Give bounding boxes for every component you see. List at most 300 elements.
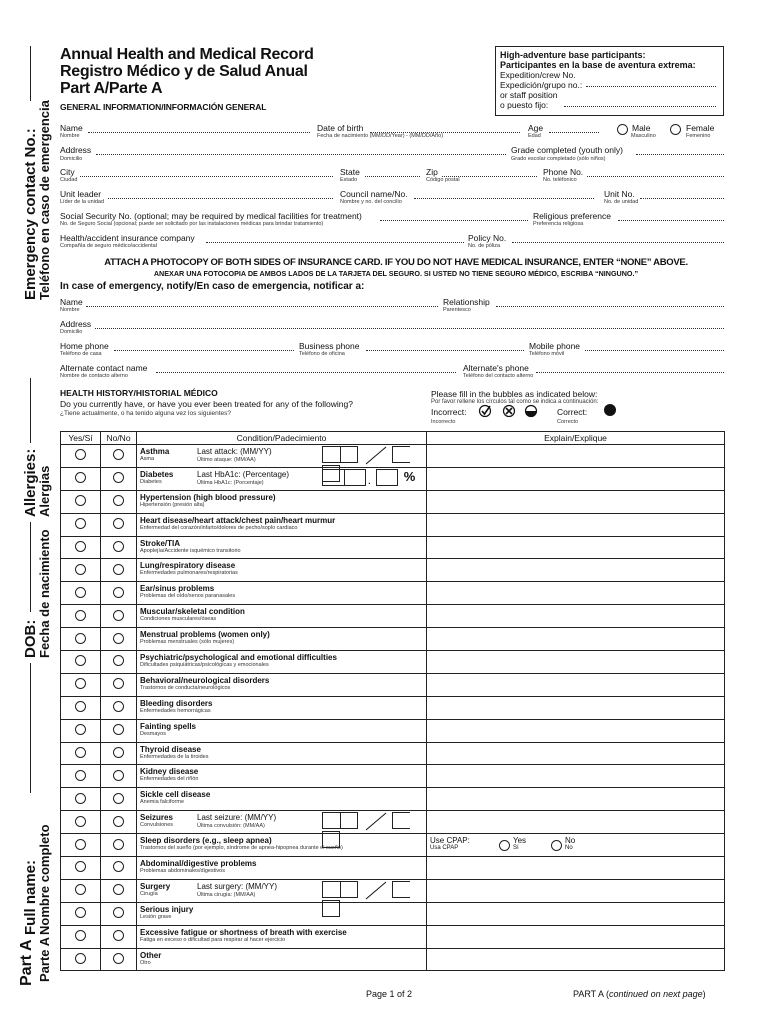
alt-phone-label-es: Teléfono del contacto alterno bbox=[463, 373, 534, 379]
relationship-label-es: Parentesco bbox=[443, 307, 471, 313]
policy-label: Policy No. bbox=[468, 233, 507, 243]
conditions-body bbox=[61, 445, 725, 971]
cpap-no-radio[interactable] bbox=[551, 840, 562, 851]
emergency-label-es: Teléfono en caso de emergencia bbox=[37, 100, 52, 300]
religious-label-es: Preferencia religiosa bbox=[533, 221, 584, 227]
hab-staff-field[interactable] bbox=[564, 105, 716, 107]
condition-cell bbox=[137, 582, 427, 605]
unit-label-es: No. de unidad bbox=[604, 199, 639, 205]
explain-cell[interactable] bbox=[427, 788, 725, 811]
incorrect-label-es: Incorrecto bbox=[431, 419, 456, 425]
alt-phone-label: Alternate's phone bbox=[463, 363, 529, 373]
home-phone-label-es: Teléfono de casa bbox=[60, 351, 102, 357]
policy-field[interactable] bbox=[512, 241, 724, 243]
condition-label-es: Diabetes bbox=[140, 478, 162, 485]
cpap-label-es: Usa CPAP bbox=[430, 845, 459, 852]
no-cell bbox=[101, 857, 137, 880]
no-radio[interactable] bbox=[113, 793, 124, 804]
no-cell bbox=[101, 559, 137, 582]
explain-cell[interactable] bbox=[427, 605, 725, 628]
alt-contact-field[interactable] bbox=[156, 371, 456, 373]
yes-radio[interactable] bbox=[75, 701, 86, 712]
table-row bbox=[61, 719, 725, 742]
age-field[interactable] bbox=[549, 131, 599, 133]
condition-label-es: Otro bbox=[140, 959, 151, 966]
home-phone-field[interactable] bbox=[114, 349, 294, 351]
no-cell bbox=[101, 902, 137, 925]
date-entry-box[interactable] bbox=[322, 812, 425, 831]
name-field[interactable] bbox=[88, 131, 310, 133]
condition-cell bbox=[137, 696, 427, 719]
yes-radio[interactable] bbox=[75, 793, 86, 804]
city-label-es: Ciudad bbox=[60, 177, 78, 183]
side-line-fullname bbox=[30, 663, 31, 793]
explain-cell[interactable] bbox=[427, 902, 725, 925]
table-row bbox=[61, 765, 725, 788]
leader-field[interactable] bbox=[108, 197, 333, 199]
yes-radio[interactable] bbox=[75, 747, 86, 758]
state-label: State bbox=[340, 167, 360, 177]
relationship-label: Relationship bbox=[443, 297, 490, 307]
yes-cell bbox=[61, 742, 101, 765]
condition-label: Psychiatric/psychological and emotional difficulties bbox=[140, 653, 337, 663]
col-no: No/No bbox=[101, 432, 137, 445]
condition-label: Other bbox=[140, 950, 162, 960]
condition-cell bbox=[137, 948, 427, 971]
slash-icon bbox=[360, 812, 390, 831]
no-cell bbox=[101, 605, 137, 628]
condition-label-es: Enfermedades hemorrágicas bbox=[140, 707, 211, 714]
male-label-es: Masculino bbox=[631, 133, 656, 139]
table-row bbox=[61, 857, 725, 880]
table-row bbox=[61, 902, 725, 925]
no-radio[interactable] bbox=[113, 861, 124, 872]
allergies-side-label-es bbox=[36, 466, 54, 517]
yes-cell bbox=[61, 628, 101, 651]
em-address-label-es: Domicilio bbox=[60, 329, 83, 335]
phone-field[interactable] bbox=[587, 175, 724, 177]
table-row bbox=[61, 651, 725, 674]
condition-cell bbox=[137, 925, 427, 948]
yes-radio[interactable] bbox=[75, 724, 86, 735]
alt-contact-label-es: Nombre de contacto alterno bbox=[60, 373, 128, 379]
slash-icon bbox=[360, 446, 390, 465]
condition-cell bbox=[137, 719, 427, 742]
explain-cell[interactable] bbox=[427, 628, 725, 651]
correct-label-es: Correcto bbox=[557, 419, 579, 425]
condition-label: Lung/respiratory disease bbox=[140, 561, 236, 571]
unit-field[interactable] bbox=[640, 197, 724, 199]
hab-crew-field[interactable] bbox=[586, 85, 716, 87]
condition-extra-label: Last surgery: (MM/YY) bbox=[197, 881, 278, 891]
no-radio[interactable] bbox=[113, 633, 124, 644]
insurance-field[interactable] bbox=[206, 241, 464, 243]
condition-label: Thyroid disease bbox=[140, 744, 201, 754]
condition-label-es: Trastornos de conducta/neurológicos bbox=[140, 684, 231, 691]
explain-cell[interactable] bbox=[427, 879, 725, 902]
em-name-label: Name bbox=[60, 297, 83, 307]
condition-label-es: Lesión grave bbox=[140, 913, 172, 920]
no-radio[interactable] bbox=[113, 518, 124, 529]
no-cell bbox=[101, 742, 137, 765]
condition-label: Sickle cell disease bbox=[140, 790, 211, 800]
condition-extra-label-es: Última cirugía: (MM/AA) bbox=[197, 891, 256, 898]
yes-radio[interactable] bbox=[75, 449, 86, 460]
explain-cell[interactable] bbox=[427, 490, 725, 513]
condition-label: Excessive fatigue or shortness of breath with exercise bbox=[140, 927, 347, 937]
no-radio[interactable] bbox=[113, 884, 124, 895]
no-radio[interactable] bbox=[113, 655, 124, 666]
yes-cell bbox=[61, 719, 101, 742]
title-part: Part A/Parte A bbox=[60, 80, 163, 97]
title-en: Annual Health and Medical Record bbox=[60, 46, 314, 63]
alt-phone-field[interactable] bbox=[536, 371, 724, 373]
dob-label-en: DOB: bbox=[22, 619, 39, 658]
yes-radio[interactable] bbox=[75, 610, 86, 621]
part-continued bbox=[573, 989, 706, 999]
age-label-es: Edad bbox=[528, 133, 541, 139]
relationship-field[interactable] bbox=[496, 305, 724, 307]
dob-label-es: Fecha de nacimiento bbox=[37, 529, 52, 658]
yes-radio[interactable] bbox=[75, 633, 86, 644]
condition-label: Fainting spells bbox=[140, 721, 197, 731]
condition-label-es: Problemas abdominales/digestivos bbox=[140, 868, 225, 875]
slash-icon bbox=[360, 881, 390, 900]
explain-cell[interactable] bbox=[427, 582, 725, 605]
explain-cell[interactable] bbox=[427, 696, 725, 719]
condition-label: Behavioral/neurological disorders bbox=[140, 675, 270, 685]
side-line-dob bbox=[30, 522, 31, 612]
explain-cell[interactable] bbox=[427, 765, 725, 788]
city-field[interactable] bbox=[80, 175, 333, 177]
fill-instructions: Please fill in the bubbles as indicated below: bbox=[431, 389, 598, 399]
condition-extra-label-es: Última convulsión: (MM/AA) bbox=[197, 823, 265, 830]
explain-cell[interactable] bbox=[427, 948, 725, 971]
condition-label: Serious injury bbox=[140, 904, 194, 914]
history-heading: HEALTH HISTORY/HISTORIAL MÉDICO bbox=[60, 388, 218, 398]
zip-label: Zip bbox=[426, 167, 438, 177]
cpap-yes-label-es: Sí bbox=[513, 845, 519, 852]
no-radio[interactable] bbox=[113, 587, 124, 598]
yes-radio[interactable] bbox=[75, 564, 86, 575]
yes-cell bbox=[61, 948, 101, 971]
no-radio[interactable] bbox=[113, 564, 124, 575]
date-entry-box[interactable] bbox=[322, 446, 425, 465]
no-cell bbox=[101, 582, 137, 605]
explain-cell[interactable] bbox=[427, 925, 725, 948]
condition-cell bbox=[137, 628, 427, 651]
condition-label-es: Apoplejía/Accidente isquémico transitorio bbox=[140, 547, 241, 554]
explain-cell[interactable] bbox=[427, 445, 725, 468]
table-row bbox=[61, 490, 725, 513]
yes-radio[interactable] bbox=[75, 495, 86, 506]
address-label: Address bbox=[60, 145, 92, 155]
condition-label-es: Enfermedades del riñón bbox=[140, 776, 199, 783]
condition-label-es: Anemia falciforme bbox=[140, 799, 185, 806]
council-label-es: Nombre y no. del concilio bbox=[340, 199, 402, 205]
no-radio[interactable] bbox=[113, 610, 124, 621]
condition-cell bbox=[137, 559, 427, 582]
hab-staff-label-es: o puesto fijo: bbox=[500, 100, 549, 110]
no-radio[interactable] bbox=[113, 678, 124, 689]
condition-label-es: Condiciones musculares/óseas bbox=[140, 616, 217, 623]
no-radio[interactable] bbox=[113, 724, 124, 735]
yes-radio[interactable] bbox=[75, 541, 86, 552]
yes-radio[interactable] bbox=[75, 678, 86, 689]
yes-radio[interactable] bbox=[75, 655, 86, 666]
decimal-point: . bbox=[368, 476, 371, 486]
condition-cell bbox=[137, 651, 427, 674]
explain-cell[interactable] bbox=[427, 834, 725, 857]
no-cell bbox=[101, 536, 137, 559]
condition-cell bbox=[137, 673, 427, 696]
explain-cell[interactable] bbox=[427, 742, 725, 765]
unit-label: Unit No. bbox=[604, 189, 635, 199]
table-row bbox=[61, 879, 725, 902]
no-cell bbox=[101, 490, 137, 513]
no-cell bbox=[101, 788, 137, 811]
condition-extra-label: Last HbA1c: (Percentage) bbox=[197, 469, 290, 479]
no-radio[interactable] bbox=[113, 953, 124, 964]
surgery-date-box[interactable] bbox=[322, 881, 425, 900]
condition-cell bbox=[137, 445, 427, 468]
condition-cell bbox=[137, 788, 427, 811]
yes-cell bbox=[61, 536, 101, 559]
insurance-label: Health/accident insurance company bbox=[60, 233, 195, 243]
no-cell bbox=[101, 467, 137, 490]
religious-label: Religious preference bbox=[533, 211, 611, 221]
no-radio[interactable] bbox=[113, 839, 124, 850]
hba1c-entry-box[interactable] bbox=[322, 469, 432, 488]
no-cell bbox=[101, 628, 137, 651]
council-field[interactable] bbox=[414, 197, 594, 199]
condition-cell bbox=[137, 879, 427, 902]
col-yes: Yes/Sí bbox=[61, 432, 101, 445]
table-row bbox=[61, 834, 725, 857]
yes-cell bbox=[61, 696, 101, 719]
condition-label: Sleep disorders (e.g., sleep apnea) bbox=[140, 836, 272, 846]
emergency-contact-side-label-es bbox=[36, 100, 54, 300]
insurance-notice-es: ANEXAR UNA FOTOCOPIA DE AMBOS LADOS DE LA TARJETA DEL SEGURO. SI USTED NO TIENE SEGURO MÉDICO, ESCRIBA “NINGUNO.” bbox=[153, 269, 639, 278]
condition-label-es: Enfermedad del corazón/infarto/dolores de pecho/soplo cardiaco bbox=[140, 524, 298, 531]
explain-cell[interactable] bbox=[427, 719, 725, 742]
yes-cell bbox=[61, 834, 101, 857]
yes-radio[interactable] bbox=[75, 861, 86, 872]
cpap-yes-label: Yes bbox=[513, 836, 527, 846]
yes-radio[interactable] bbox=[75, 839, 86, 850]
no-radio[interactable] bbox=[113, 930, 124, 941]
no-cell bbox=[101, 879, 137, 902]
no-radio[interactable] bbox=[113, 701, 124, 712]
condition-label: Bleeding disorders bbox=[140, 698, 213, 708]
table-row bbox=[61, 811, 725, 834]
title-es: Registro Médico y de Salud Anual bbox=[60, 63, 308, 80]
part-side-label bbox=[18, 939, 36, 986]
no-radio[interactable] bbox=[113, 747, 124, 758]
explain-cell[interactable] bbox=[427, 857, 725, 880]
dob-field[interactable] bbox=[370, 131, 520, 133]
no-radio[interactable] bbox=[113, 816, 124, 827]
condition-label: Seizures bbox=[140, 813, 173, 823]
yes-radio[interactable] bbox=[75, 770, 86, 781]
business-phone-label-es: Teléfono de oficina bbox=[299, 351, 345, 357]
explain-cell[interactable] bbox=[427, 651, 725, 674]
allergies-label-en: Allergies: bbox=[22, 448, 39, 517]
yes-cell bbox=[61, 490, 101, 513]
no-cell bbox=[101, 765, 137, 788]
table-row bbox=[61, 925, 725, 948]
no-radio[interactable] bbox=[113, 770, 124, 781]
condition-cell bbox=[137, 902, 427, 925]
ssn-field[interactable] bbox=[380, 219, 528, 221]
yes-cell bbox=[61, 651, 101, 674]
grade-field[interactable] bbox=[636, 153, 724, 155]
no-radio[interactable] bbox=[113, 541, 124, 552]
table-row bbox=[61, 536, 725, 559]
hab-heading-en: High-adventure base participants: bbox=[500, 50, 646, 60]
condition-extra-label: Last attack: (MM/YY) bbox=[197, 447, 272, 456]
fullname-label-es: Nombre completo bbox=[37, 824, 52, 935]
no-radio[interactable] bbox=[113, 449, 124, 460]
address-field[interactable] bbox=[96, 153, 506, 155]
no-cell bbox=[101, 673, 137, 696]
condition-cell bbox=[137, 467, 427, 490]
cpap-label: Use CPAP: bbox=[430, 836, 470, 846]
no-cell bbox=[101, 811, 137, 834]
dob-label: Date of birth bbox=[317, 123, 364, 133]
age-label: Age bbox=[528, 123, 544, 133]
yes-cell bbox=[61, 925, 101, 948]
state-field[interactable] bbox=[365, 175, 420, 177]
em-address-field[interactable] bbox=[95, 327, 724, 329]
general-info-heading: GENERAL INFORMATION/INFORMACIÓN GENERAL bbox=[60, 102, 267, 112]
no-cell bbox=[101, 513, 137, 536]
condition-cell bbox=[137, 742, 427, 765]
condition-label: Heart disease/heart attack/chest pain/heart murmur bbox=[140, 515, 336, 525]
table-row bbox=[61, 742, 725, 765]
table-row bbox=[61, 582, 725, 605]
zip-field[interactable] bbox=[442, 175, 537, 177]
yes-radio[interactable] bbox=[75, 930, 86, 941]
ssn-label: Social Security No. (optional; may be required by medical facilities for treatment) bbox=[60, 211, 362, 221]
dob-label-es: Fecha de nacimiento (MM/DD/Year) - (MM/DD/Año) bbox=[317, 133, 444, 139]
cpap-yes-radio[interactable] bbox=[499, 840, 510, 851]
explain-cell[interactable] bbox=[427, 559, 725, 582]
explain-cell[interactable] bbox=[427, 467, 725, 490]
condition-cell bbox=[137, 765, 427, 788]
hab-heading-es: Participantes en la base de aventura extrema: bbox=[500, 60, 696, 70]
male-radio[interactable] bbox=[617, 121, 628, 139]
state-label-es: Estado bbox=[340, 177, 358, 183]
explain-cell[interactable] bbox=[427, 513, 725, 536]
no-cell bbox=[101, 719, 137, 742]
alt-contact-label: Alternate contact name bbox=[60, 363, 148, 373]
history-question: Do you currently have, or have you ever been treated for any of the following? bbox=[60, 399, 353, 409]
side-line-allergies bbox=[30, 378, 31, 443]
yes-cell bbox=[61, 673, 101, 696]
condition-extra-label-es: Último ataque: (MM/AA) bbox=[197, 457, 256, 463]
yes-cell bbox=[61, 605, 101, 628]
col-explain: Explain/Explique bbox=[427, 432, 725, 445]
yes-radio[interactable] bbox=[75, 518, 86, 529]
yes-radio[interactable] bbox=[75, 907, 86, 918]
condition-cell bbox=[137, 857, 427, 880]
mobile-phone-field[interactable] bbox=[585, 349, 724, 351]
cpap-no-label-es: No bbox=[565, 845, 573, 852]
condition-cell bbox=[137, 834, 427, 857]
condition-label-es: Enfermedades pulmonares/respiratorias bbox=[140, 570, 238, 577]
condition-label-es: Fatiga en exceso o dificultad para respirar al hacer ejercicio bbox=[140, 936, 286, 943]
no-cell bbox=[101, 834, 137, 857]
em-address-label: Address bbox=[60, 319, 92, 329]
table-row bbox=[61, 948, 725, 971]
no-radio[interactable] bbox=[113, 495, 124, 506]
yes-cell bbox=[61, 513, 101, 536]
religious-field[interactable] bbox=[618, 219, 724, 221]
table-row bbox=[61, 673, 725, 696]
yes-radio[interactable] bbox=[75, 816, 86, 827]
condition-label: Stroke/TIA bbox=[140, 538, 181, 548]
explain-cell[interactable] bbox=[427, 811, 725, 834]
insurance-notice-en: ATTACH A PHOTOCOPY OF BOTH SIDES OF INSURANCE CARD. IF YOU DO NOT HAVE MEDICAL INSURANCE, ENTER “NONE” ABOVE. bbox=[104, 257, 688, 268]
no-radio[interactable] bbox=[113, 472, 124, 483]
condition-label-es: Problemas menstruales (sólo mujeres) bbox=[140, 639, 235, 646]
address-label-es: Domicilio bbox=[60, 156, 83, 162]
percent-sign: % bbox=[403, 468, 416, 484]
condition-label-es: Desmayos bbox=[140, 730, 166, 737]
condition-label: Asthma bbox=[140, 447, 170, 456]
condition-label-es: Convulsiones bbox=[140, 822, 174, 829]
high-adventure-box bbox=[495, 46, 724, 116]
history-question-es: ¿Tiene actualmente, o ha tenido alguna vez los siguientes? bbox=[60, 410, 232, 417]
allergies-label-es: Alergias bbox=[37, 465, 52, 517]
part-close: ) bbox=[702, 989, 706, 999]
yes-radio[interactable] bbox=[75, 472, 86, 483]
fill-instructions-es: Por favor rellene los círculos tal como se indica a continuación: bbox=[431, 399, 599, 405]
part-side-label-es bbox=[36, 937, 54, 982]
yes-radio[interactable] bbox=[75, 587, 86, 598]
condition-cell bbox=[137, 536, 427, 559]
hab-crew-label-es: Expedición/grupo no.: bbox=[500, 80, 583, 90]
leader-label: Unit leader bbox=[60, 189, 102, 199]
condition-extra-label-es: Última HbA1c: (Porcentaje) bbox=[197, 479, 264, 486]
male-label: Male bbox=[632, 123, 651, 133]
table-row bbox=[61, 559, 725, 582]
explain-cell[interactable] bbox=[427, 673, 725, 696]
female-radio[interactable] bbox=[670, 121, 681, 139]
female-label-es: Femenino bbox=[686, 133, 711, 139]
no-cell bbox=[101, 948, 137, 971]
yes-radio[interactable] bbox=[75, 953, 86, 964]
no-cell bbox=[101, 651, 137, 674]
condition-label-es: Trastornos del sueño (por ejemplo, síndrome de apnea-hipopnea durante el sueño) bbox=[140, 845, 343, 852]
incorrect-label: Incorrect: bbox=[431, 407, 467, 417]
condition-label: Menstrual problems (women only) bbox=[140, 630, 270, 640]
part-label: PART A ( bbox=[573, 989, 610, 999]
explain-cell[interactable] bbox=[427, 536, 725, 559]
condition-label: Muscular/skeletal condition bbox=[140, 607, 245, 617]
table-row bbox=[61, 605, 725, 628]
yes-radio[interactable] bbox=[75, 884, 86, 895]
condition-label: Ear/sinus problems bbox=[140, 584, 215, 594]
no-radio[interactable] bbox=[113, 907, 124, 918]
em-name-field[interactable] bbox=[86, 305, 438, 307]
emergency-label-en: Emergency contact No.: bbox=[22, 128, 39, 300]
condition-label: Abdominal/digestive problems bbox=[140, 859, 257, 869]
condition-cell bbox=[137, 490, 427, 513]
part-label-en: Part A bbox=[18, 939, 35, 986]
business-phone-field[interactable] bbox=[366, 349, 524, 351]
